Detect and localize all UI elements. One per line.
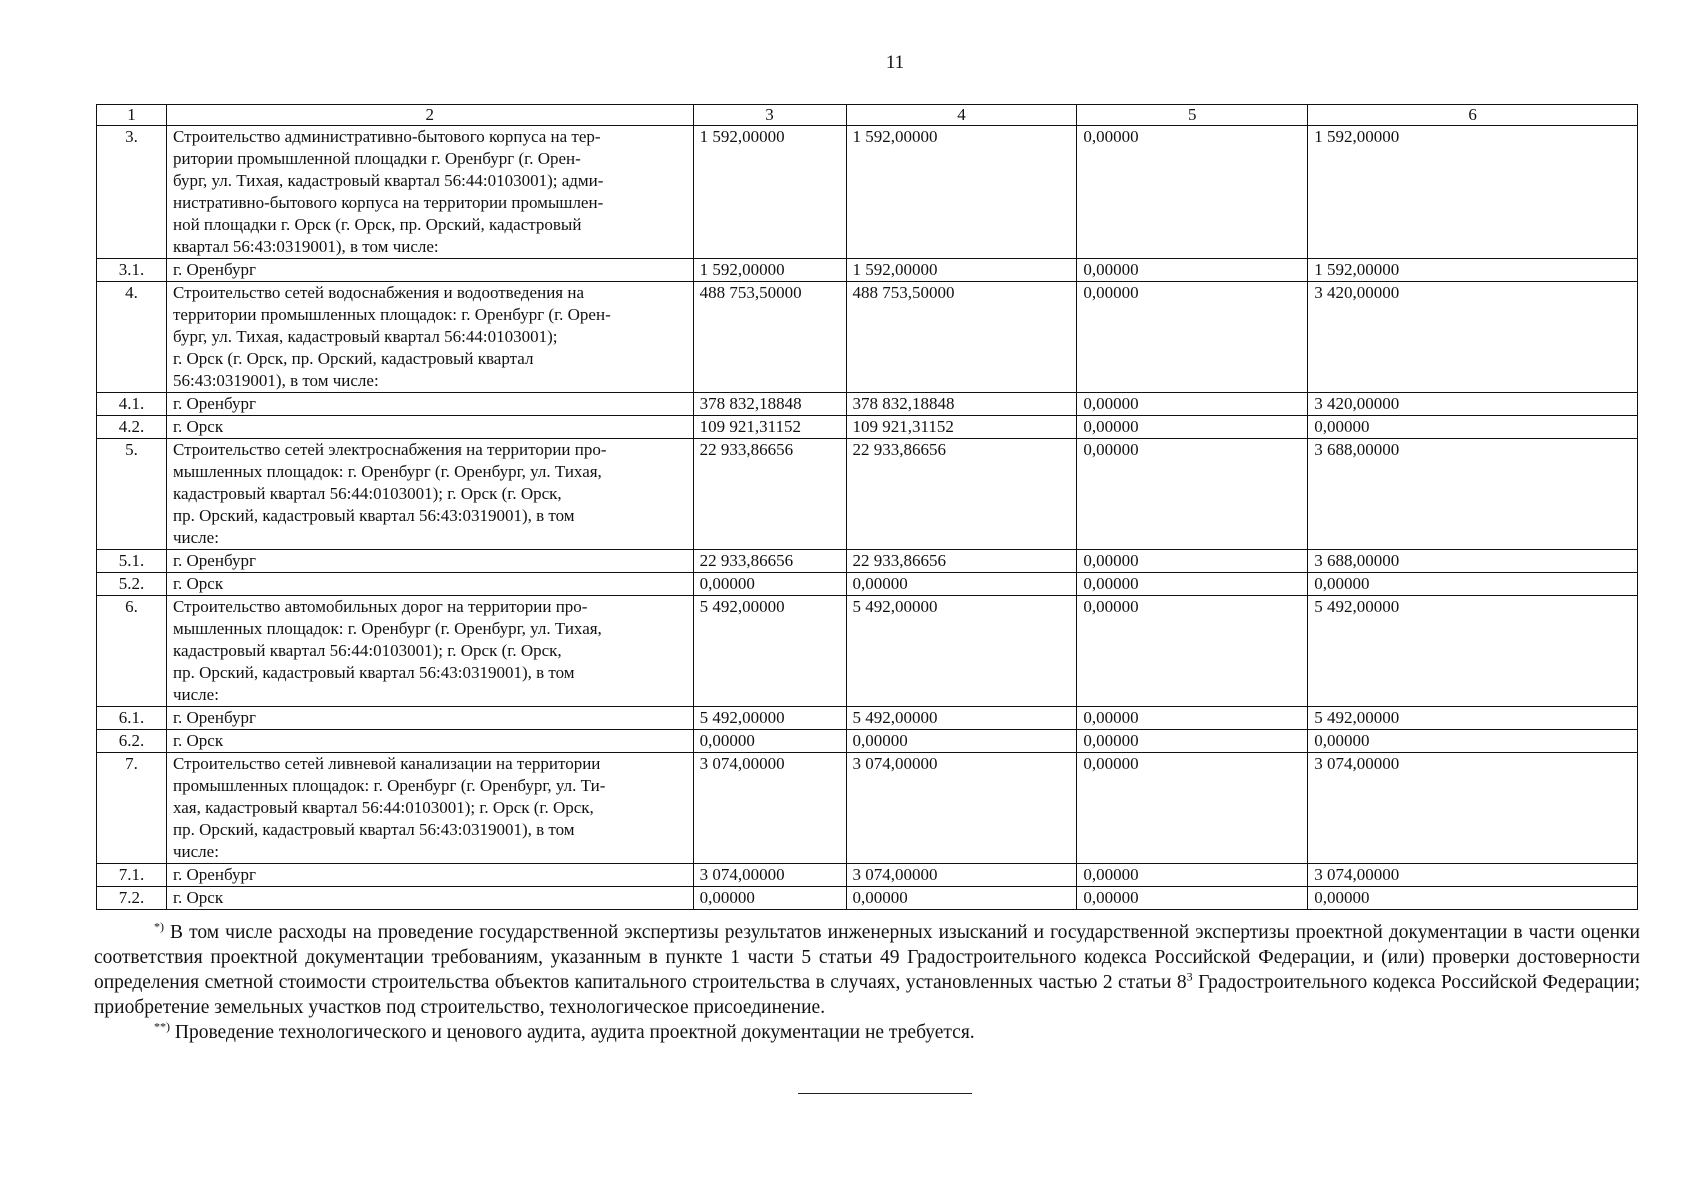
footnote-text: Градостроительного кодекса Российской Федерации; приобретение земельных участков под строительство, технологическое присоединение. <box>94 972 1640 1018</box>
value-cell-col4: 1 592,00000 <box>846 259 1077 282</box>
table-body <box>97 126 1638 910</box>
value-cell-col4: 5 492,00000 <box>846 707 1077 730</box>
value-cell-col4: 0,00000 <box>846 730 1077 753</box>
row-number-cell: 5.1. <box>97 550 167 573</box>
value-cell-col4: 22 933,86656 <box>846 439 1077 550</box>
row-number-cell: 7. <box>97 753 167 864</box>
row-number-cell: 5.2. <box>97 573 167 596</box>
value-cell-col6: 0,00000 <box>1308 416 1638 439</box>
table-row <box>97 887 1638 910</box>
description-cell: г. Орск <box>166 416 693 439</box>
value-cell-col3: 5 492,00000 <box>693 707 846 730</box>
value-cell-col5: 0,00000 <box>1077 730 1308 753</box>
value-cell-col5: 0,00000 <box>1077 550 1308 573</box>
superscript: 3 <box>1186 969 1193 984</box>
value-cell-col5: 0,00000 <box>1077 393 1308 416</box>
value-cell-col6: 3 074,00000 <box>1308 864 1638 887</box>
value-cell-col6: 3 420,00000 <box>1308 282 1638 393</box>
description-cell: Строительство административно-бытового корпуса на тер- ритории промышленной площадки г. Оренбург (г. Орен- бург, ул. Тихая, кадастровый квартал 56:44:0103001); адми- нистративно-бытового корпуса на территории промышлен- ной площадки г. Орск (г. Орск, пр. Орский, кадастровый квартал 56:43:0319001), в том числе: <box>166 126 693 259</box>
value-cell-col4: 5 492,00000 <box>846 596 1077 707</box>
footnote-mark: *) <box>154 919 164 934</box>
value-cell-col5: 0,00000 <box>1077 887 1308 910</box>
description-cell: г. Орск <box>166 887 693 910</box>
value-cell-col5: 0,00000 <box>1077 864 1308 887</box>
table-row <box>97 393 1638 416</box>
table-row <box>97 126 1638 259</box>
row-number-cell: 7.1. <box>97 864 167 887</box>
description-cell: г. Оренбург <box>166 707 693 730</box>
table-row <box>97 596 1638 707</box>
description-cell: г. Орск <box>166 730 693 753</box>
description-cell: г. Оренбург <box>166 864 693 887</box>
table-row <box>97 259 1638 282</box>
row-number-cell: 4.1. <box>97 393 167 416</box>
row-number-cell: 6.1. <box>97 707 167 730</box>
column-header: 1 <box>97 105 167 126</box>
page-number: 11 <box>885 52 905 73</box>
value-cell-col3: 1 592,00000 <box>693 259 846 282</box>
value-cell-col5: 0,00000 <box>1077 416 1308 439</box>
column-header: 4 <box>846 105 1077 126</box>
value-cell-col5: 0,00000 <box>1077 259 1308 282</box>
value-cell-col4: 3 074,00000 <box>846 864 1077 887</box>
value-cell-col3: 0,00000 <box>693 573 846 596</box>
value-cell-col6: 3 420,00000 <box>1308 393 1638 416</box>
row-number-cell: 3. <box>97 126 167 259</box>
table-row <box>97 282 1638 393</box>
description-cell: Строительство автомобильных дорог на территории про- мышленных площадок: г. Оренбург (г. Оренбург, ул. Тихая, кадастровый квартал 56:44:0103001); г. Орск (г. Орск, пр. Орский, кадастровый квартал 56:43:0319001), в том числе: <box>166 596 693 707</box>
value-cell-col3: 378 832,18848 <box>693 393 846 416</box>
table-row <box>97 864 1638 887</box>
table-row <box>97 439 1638 550</box>
value-cell-col3: 22 933,86656 <box>693 439 846 550</box>
description-cell: Строительство сетей водоснабжения и водоотведения на территории промышленных площадок: г. Оренбург (г. Орен- бург, ул. Тихая, кадастровый квартал 56:44:0103001); г. Орск (г. Орск, пр. Орский, кадастровый квартал 56:43:0319001), в том числе: <box>166 282 693 393</box>
end-rule <box>798 1093 972 1094</box>
row-number-cell: 3.1. <box>97 259 167 282</box>
footnote-2 <box>94 1020 1640 1045</box>
table-row <box>97 550 1638 573</box>
value-cell-col6: 3 688,00000 <box>1308 550 1638 573</box>
description-cell: Строительство сетей электроснабжения на территории про- мышленных площадок: г. Оренбург (г. Оренбург, ул. Тихая, кадастровый квартал 56:44:0103001); г. Орск (г. Орск, пр. Орский, кадастровый квартал 56:43:0319001), в том числе: <box>166 439 693 550</box>
value-cell-col3: 3 074,00000 <box>693 864 846 887</box>
footnote-1 <box>94 920 1640 1020</box>
value-cell-col5: 0,00000 <box>1077 596 1308 707</box>
value-cell-col4: 109 921,31152 <box>846 416 1077 439</box>
row-number-cell: 4.2. <box>97 416 167 439</box>
description-cell: г. Орск <box>166 573 693 596</box>
footnotes <box>94 920 1640 1045</box>
description-cell: г. Оренбург <box>166 550 693 573</box>
value-cell-col4: 1 592,00000 <box>846 126 1077 259</box>
value-cell-col6: 3 688,00000 <box>1308 439 1638 550</box>
value-cell-col4: 3 074,00000 <box>846 753 1077 864</box>
value-cell-col5: 0,00000 <box>1077 707 1308 730</box>
value-cell-col6: 3 074,00000 <box>1308 753 1638 864</box>
value-cell-col4: 378 832,18848 <box>846 393 1077 416</box>
value-cell-col4: 22 933,86656 <box>846 550 1077 573</box>
table-row <box>97 753 1638 864</box>
value-cell-col6: 1 592,00000 <box>1308 259 1638 282</box>
table-header-row <box>97 105 1638 126</box>
row-number-cell: 4. <box>97 282 167 393</box>
row-number-cell: 7.2. <box>97 887 167 910</box>
value-cell-col4: 0,00000 <box>846 573 1077 596</box>
value-cell-col6: 0,00000 <box>1308 573 1638 596</box>
value-cell-col6: 5 492,00000 <box>1308 596 1638 707</box>
value-cell-col6: 0,00000 <box>1308 730 1638 753</box>
footnote-text: В том числе расходы на проведение государственной экспертизы результатов инженерных изысканий и государственной экспертизы проектной документации в части оценки соответствия проектной документации требованиям, указанным в пункте 1 части 5 статьи 49 Градостроительного кодекса Российской Федерации, и (или) проверки достоверности определения сметной стоимости строительства объектов капитального строительства в случаях, установленных частью 2 статьи 8 <box>94 922 1640 993</box>
footnote-text: Проведение технологического и ценового аудита, аудита проектной документации не требуется. <box>170 1022 975 1043</box>
column-header: 5 <box>1077 105 1308 126</box>
value-cell-col3: 109 921,31152 <box>693 416 846 439</box>
description-cell: г. Оренбург <box>166 259 693 282</box>
table-row <box>97 707 1638 730</box>
value-cell-col3: 0,00000 <box>693 887 846 910</box>
value-cell-col5: 0,00000 <box>1077 573 1308 596</box>
row-number-cell: 5. <box>97 439 167 550</box>
row-number-cell: 6. <box>97 596 167 707</box>
value-cell-col5: 0,00000 <box>1077 439 1308 550</box>
column-header: 3 <box>693 105 846 126</box>
value-cell-col6: 5 492,00000 <box>1308 707 1638 730</box>
table-row <box>97 730 1638 753</box>
value-cell-col4: 488 753,50000 <box>846 282 1077 393</box>
value-cell-col3: 3 074,00000 <box>693 753 846 864</box>
footnote-mark: **) <box>154 1019 170 1034</box>
value-cell-col5: 0,00000 <box>1077 753 1308 864</box>
value-cell-col4: 0,00000 <box>846 887 1077 910</box>
description-cell: г. Оренбург <box>166 393 693 416</box>
value-cell-col3: 0,00000 <box>693 730 846 753</box>
value-cell-col3: 5 492,00000 <box>693 596 846 707</box>
table-row <box>97 573 1638 596</box>
value-cell-col3: 1 592,00000 <box>693 126 846 259</box>
budget-table <box>96 104 1638 910</box>
row-number-cell: 6.2. <box>97 730 167 753</box>
value-cell-col3: 22 933,86656 <box>693 550 846 573</box>
value-cell-col6: 1 592,00000 <box>1308 126 1638 259</box>
column-header: 6 <box>1308 105 1638 126</box>
value-cell-col3: 488 753,50000 <box>693 282 846 393</box>
column-header: 2 <box>166 105 693 126</box>
description-cell: Строительство сетей ливневой канализации на территории промышленных площадок: г. Оренбург (г. Оренбург, ул. Ти- хая, кадастровый квартал 56:44:0103001); г. Орск (г. Орск, пр. Орский, кадастровый квартал 56:43:0319001), в том числе: <box>166 753 693 864</box>
value-cell-col5: 0,00000 <box>1077 282 1308 393</box>
table-row <box>97 416 1638 439</box>
value-cell-col5: 0,00000 <box>1077 126 1308 259</box>
value-cell-col6: 0,00000 <box>1308 887 1638 910</box>
